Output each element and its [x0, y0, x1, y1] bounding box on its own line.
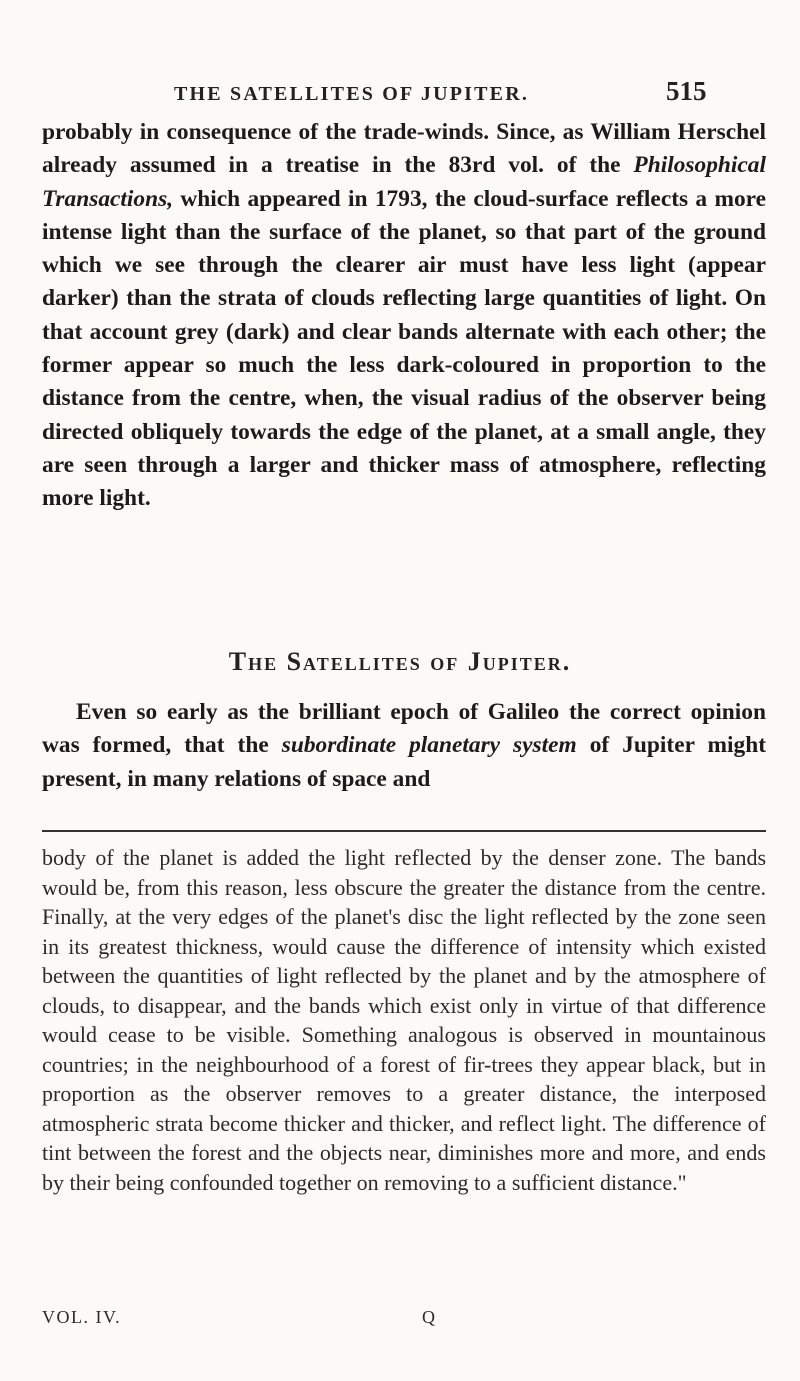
- paragraph-1: [42, 116, 766, 516]
- footnote-divider: [42, 830, 766, 832]
- section-text-a: Even so early as the brilliant epoch of Galileo the correct opinion was formed, that the: [42, 699, 766, 759]
- paragraph-1-text-a: probably in consequence of the trade-winds. Since, as William Herschel already assumed in a treatise in the 83rd vol. of the: [42, 119, 766, 179]
- section-text-b: of Jupiter might present, in many relations of space and: [42, 732, 766, 792]
- section-paragraph-1: [42, 696, 766, 796]
- volume-mark: VOL. IV.: [42, 1307, 122, 1327]
- footnote: [42, 843, 766, 1197]
- running-head: THE SATELLITES OF JUPITER.: [174, 83, 530, 105]
- page-number: 515: [666, 76, 707, 106]
- section-heading: The Satellites of Jupiter.: [228, 647, 572, 676]
- paragraph-1-italic: Philosophical Transactions,: [42, 152, 766, 212]
- section-italic: subordinate planetary system: [281, 732, 577, 759]
- paragraph-1-text-b: which appeared in 1793, the cloud-surface reflects a more intense light than the surface of the planet, so that part of the ground which we see through the clearer air must have less light (appear darker) than the strata of clouds reflecting large quantities of light. On that account grey (dark) and clear bands alternate with each other; the former appear so much the less dark-coloured in proportion to the distance from the centre, when, the visual radius of the observer being directed obliquely towards the edge of the planet, at a small angle, they are seen through a larger and thicker mass of atmosphere, reflecting more light.: [42, 185, 766, 512]
- signature-mark: Q: [422, 1307, 437, 1327]
- footnote-text: body of the planet is added the light reflected by the denser zone. The bands would be, from this reason, less obscure the greater the distance from the centre. Finally, at the very edges of the planet's disc the light reflected by the zone seen in its greatest thickness, would cause the difference of intensity which existed between the quantities of light reflected by the planet and by the atmosphere of clouds, to disappear, and the bands which exist only in virtue of that difference would cease to be visible. Something analogous is observed in mountainous countries; in the neighbourhood of a forest of fir-trees they appear black, but in proportion as the observer removes to a greater distance, the interposed atmospheric strata become thicker and thicker, and reflect light. The difference of tint between the forest and the objects near, diminishes more and more, and ends by their being confounded together on removing to a sufficient distance.": [42, 845, 766, 1195]
- section-paragraph: [42, 696, 766, 796]
- main-paragraph: [42, 116, 766, 516]
